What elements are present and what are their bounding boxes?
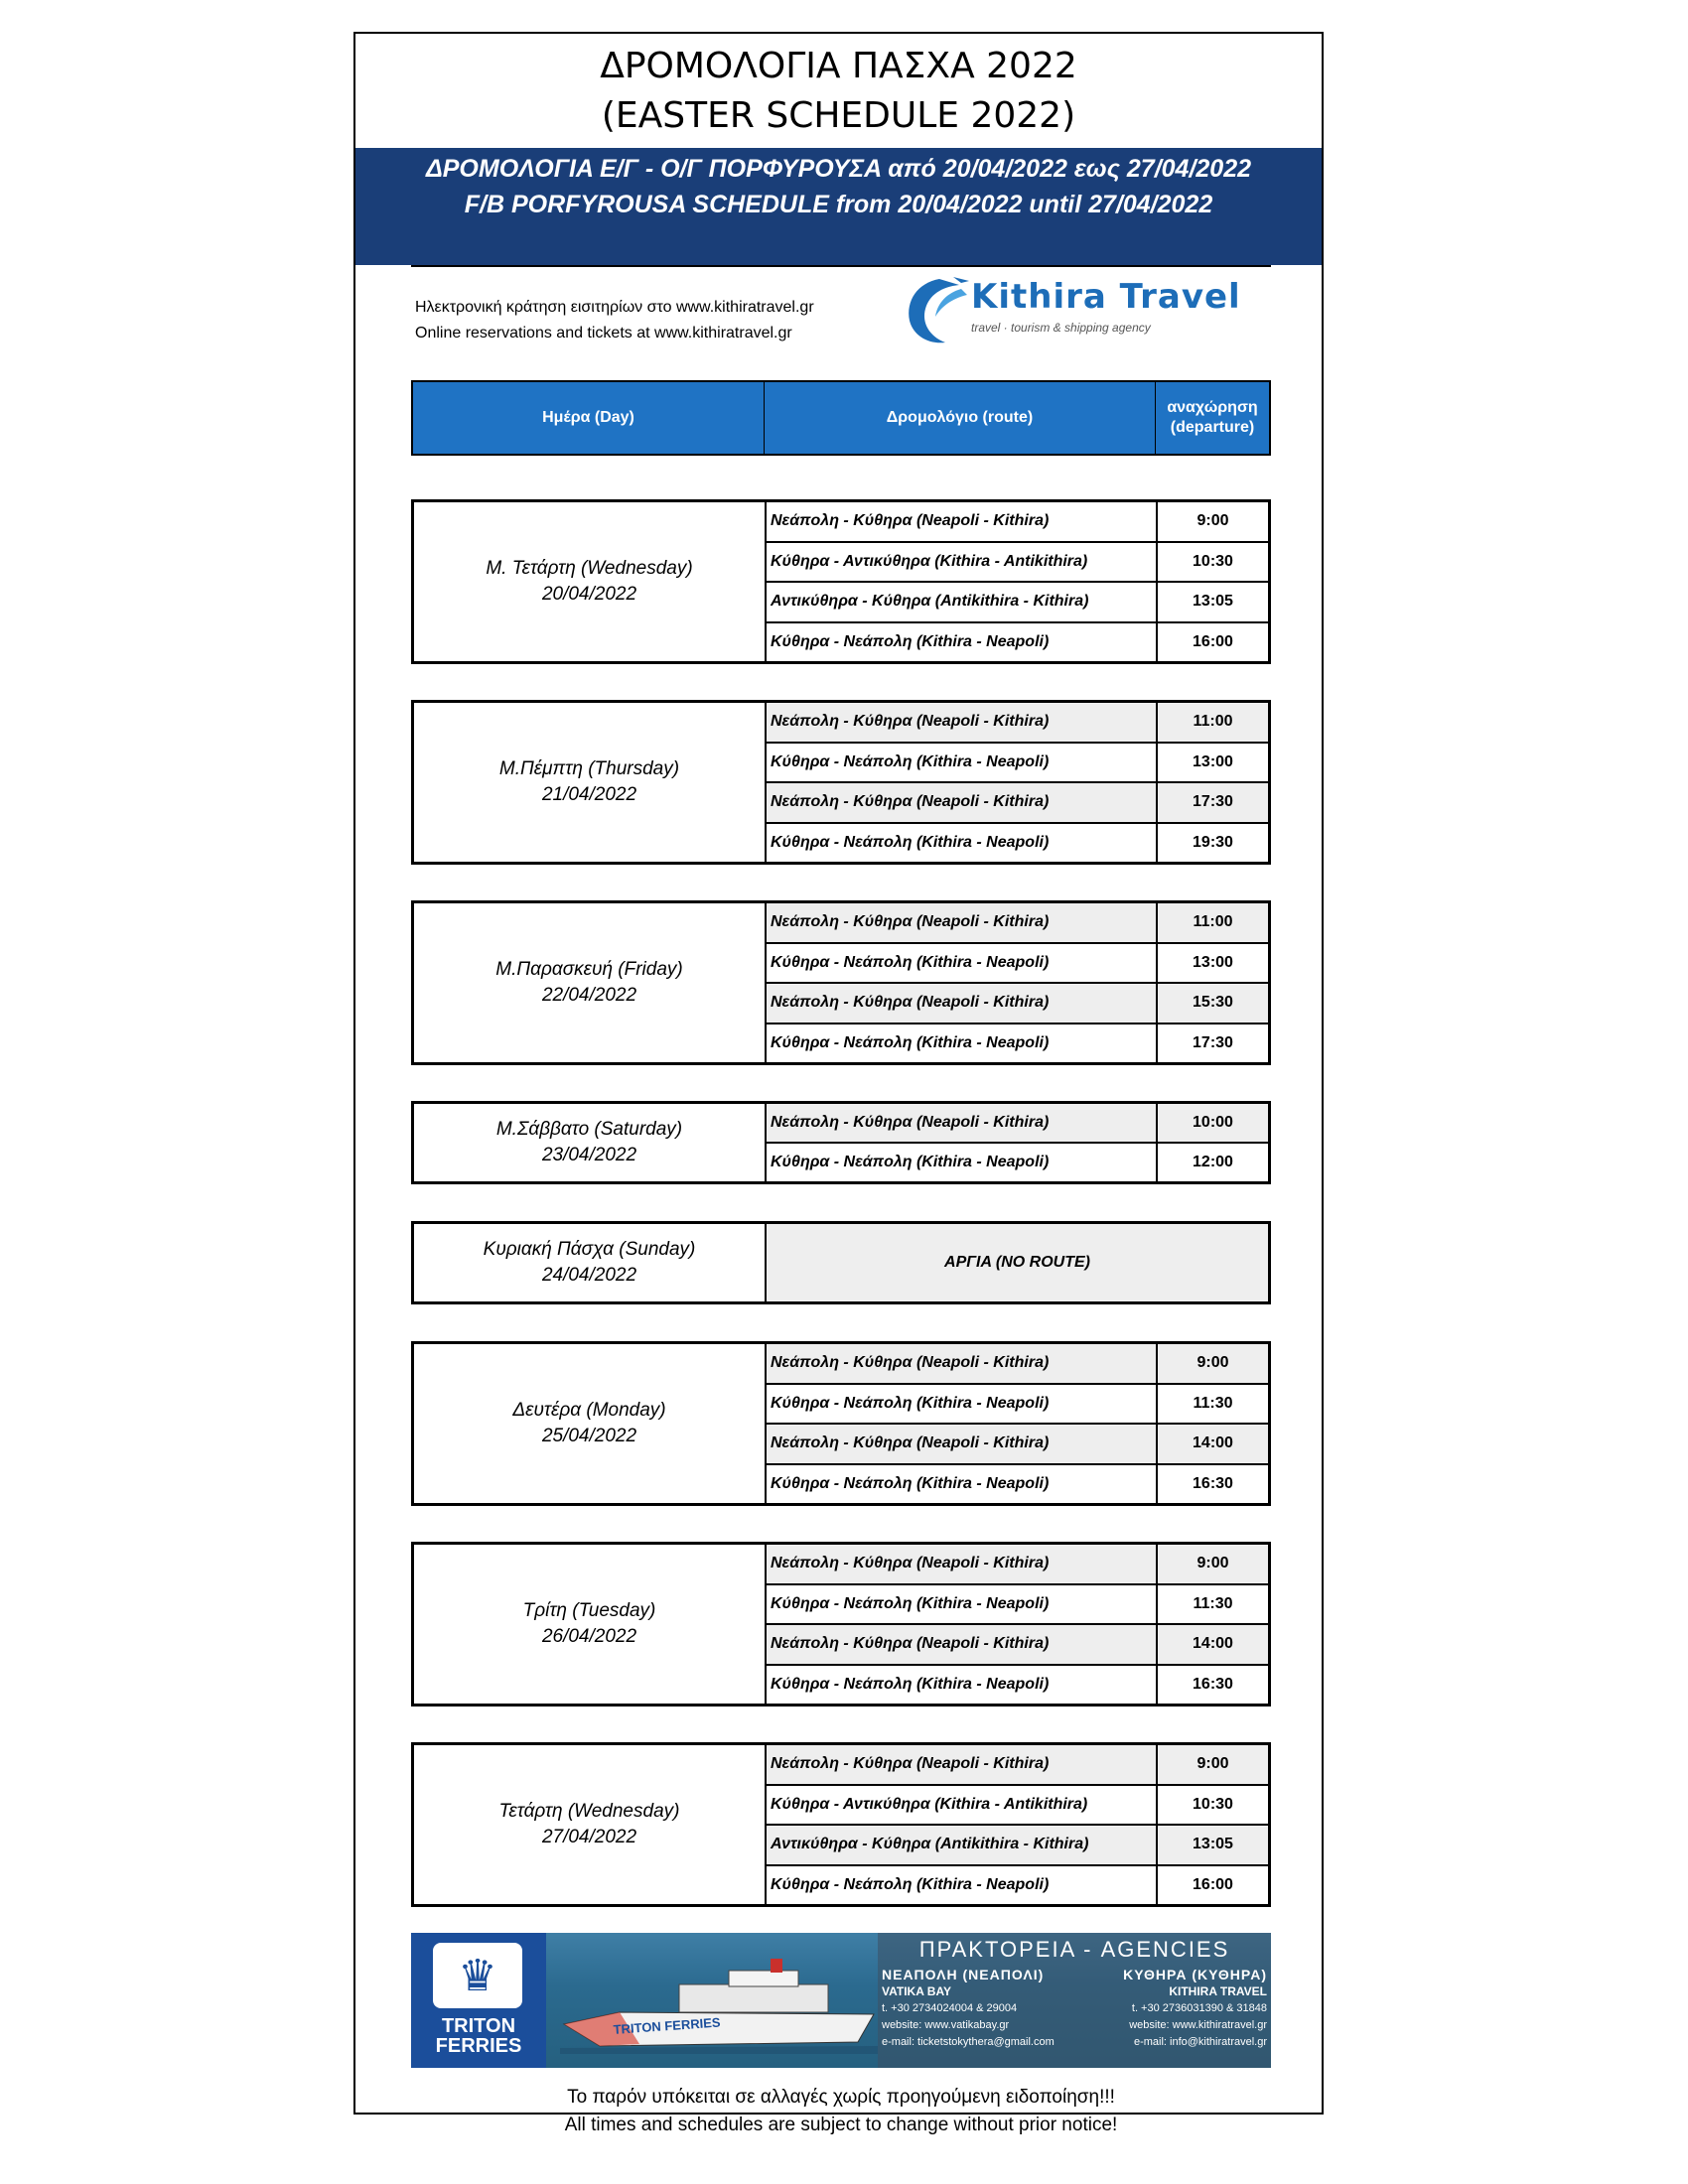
route-cell: Νεάπολη - Κύθηρα (Neapoli - Kithira) <box>767 1104 1158 1142</box>
day-name: Μ.Παρασκευή (Friday) <box>495 959 683 980</box>
departure-cell: 17:30 <box>1158 783 1268 822</box>
agency-website: website: www.vatikabay.gr <box>882 2019 1010 2031</box>
route-row <box>767 944 1268 985</box>
route-row <box>767 1786 1268 1827</box>
route-cell: Κύθηρα - Νεάπολη (Kithira - Neapoli) <box>767 1144 1158 1181</box>
departure-cell: 13:05 <box>1193 593 1233 611</box>
departure-cell: 9:00 <box>1158 1745 1268 1784</box>
departure-cell: 10:30 <box>1193 1795 1233 1813</box>
route-cell: Κύθηρα - Νεάπολη (Kithira - Neapoli) <box>767 944 1158 983</box>
route-cell: Αντικύθηρα - Κύθηρα (Antikithira - Kithira) <box>767 1826 1158 1864</box>
day-date: 21/04/2022 <box>541 784 637 805</box>
route-row <box>767 1104 1268 1144</box>
day-cell <box>414 1745 767 1904</box>
departure-cell: 14:00 <box>1158 1625 1268 1664</box>
no-route-cell: ΑΡΓΙΑ (NO ROUTE) <box>767 1224 1268 1301</box>
day-group <box>411 499 1271 664</box>
departure-cell: 15:30 <box>1158 984 1268 1023</box>
route-row <box>767 1465 1268 1504</box>
schedule-document <box>353 32 1324 2135</box>
departure-cell: 9:00 <box>1158 1344 1268 1383</box>
route-row <box>767 583 1268 623</box>
title-english: (EASTER SCHEDULE 2022) <box>601 95 1076 136</box>
departure-cell: 19:30 <box>1193 833 1233 851</box>
triton-brand-line2: FERRIES <box>435 2035 522 2057</box>
day-cell <box>414 903 767 1062</box>
route-cell: Νεάπολη - Κύθηρα (Neapoli - Kithira) <box>767 903 1158 942</box>
day-group <box>411 1221 1271 1304</box>
route-row <box>767 1866 1268 1905</box>
day-date: 24/04/2022 <box>541 1265 637 1286</box>
divider <box>411 265 1271 267</box>
header-departure <box>1156 382 1269 454</box>
triton-brand-line1: TRITON <box>441 2015 516 2037</box>
header-departure-greek: αναχώρηση <box>1167 399 1258 416</box>
route-row <box>767 984 1268 1024</box>
day-group <box>411 1742 1271 1907</box>
day-group <box>411 1341 1271 1506</box>
route-cell: Κύθηρα - Αντικύθηρα (Kithira - Antikithira) <box>767 543 1158 582</box>
departure-cell: 11:30 <box>1193 1394 1233 1412</box>
schedule-banner <box>355 148 1322 265</box>
departure-cell: 10:30 <box>1193 552 1233 570</box>
agency-neapoli <box>882 1967 1055 2051</box>
day-name: Τετάρτη (Wednesday) <box>498 1801 680 1822</box>
route-cell: Νεάπολη - Κύθηρα (Neapoli - Kithira) <box>767 1745 1158 1784</box>
departure-cell: 12:00 <box>1193 1154 1233 1170</box>
route-cell: Κύθηρα - Νεάπολη (Kithira - Neapoli) <box>767 1024 1158 1063</box>
route-cell: Κύθηρα - Νεάπολη (Kithira - Neapoli) <box>767 623 1158 662</box>
agency-phone: t. +30 2736031390 & 31848 <box>1131 2002 1267 2014</box>
route-row <box>767 502 1268 543</box>
banner-english: F/B PORFYROUSA SCHEDULE from 20/04/2022 until 27/04/2022 <box>464 191 1213 218</box>
route-cell: Αντικύθηρα - Κύθηρα (Antikithira - Kithira) <box>767 583 1158 621</box>
route-cell: Νεάπολη - Κύθηρα (Neapoli - Kithira) <box>767 502 1158 541</box>
route-row <box>767 1024 1268 1063</box>
disclaimer-english: All times and schedules are subject to change without prior notice! <box>564 2115 1118 2135</box>
logo-name: Kithira Travel <box>971 277 1241 317</box>
online-booking-note <box>415 295 814 346</box>
departure-cell: 17:30 <box>1193 1033 1233 1051</box>
triton-ferries-logo <box>411 1933 546 2068</box>
departure-cell: 13:05 <box>1158 1826 1268 1864</box>
route-cell: Κύθηρα - Νεάπολη (Kithira - Neapoli) <box>767 824 1158 863</box>
day-date: 23/04/2022 <box>541 1145 637 1165</box>
header-day: Ημέρα (Day) <box>413 382 765 454</box>
route-cell: Κύθηρα - Νεάπολη (Kithira - Neapoli) <box>767 1585 1158 1624</box>
agency-name: VATIKA BAY <box>882 1984 952 1998</box>
disclaimer-greek: Το παρόν υπόκειται σε αλλαγές χωρίς προηγούμενη ειδοποίηση!!! <box>567 2087 1115 2108</box>
day-group <box>411 1542 1271 1706</box>
route-row <box>767 1666 1268 1705</box>
agency-name: KITHIRA TRAVEL <box>1169 1984 1267 1998</box>
day-name: Κυριακή Πάσχα (Sunday) <box>483 1239 696 1260</box>
departure-cell: 16:00 <box>1193 632 1233 650</box>
route-row <box>767 1585 1268 1626</box>
agency-place: ΝΕΑΠΟΛΗ (ΝΕΑΠΟΛΙ) <box>882 1967 1045 1982</box>
day-name: Μ.Σάββατο (Saturday) <box>495 1119 683 1140</box>
agencies-banner <box>411 1933 1271 2068</box>
route-row <box>767 543 1268 584</box>
route-row <box>767 623 1268 662</box>
day-date: 25/04/2022 <box>541 1426 637 1446</box>
route-row <box>767 1425 1268 1465</box>
day-cell <box>414 502 767 661</box>
departure-cell: 13:00 <box>1193 752 1233 770</box>
route-row <box>767 783 1268 824</box>
day-cell <box>414 703 767 862</box>
departure-cell: 16:00 <box>1193 1875 1233 1893</box>
route-row <box>767 1745 1268 1786</box>
day-name: Μ.Πέμπτη (Thursday) <box>498 758 680 779</box>
crown-icon: ♛ <box>433 1943 522 2008</box>
route-cell: Νεάπολη - Κύθηρα (Neapoli - Kithira) <box>767 1344 1158 1383</box>
route-cell: Κύθηρα - Νεάπολη (Kithira - Neapoli) <box>767 744 1158 782</box>
departure-cell: 11:00 <box>1158 903 1268 942</box>
route-cell: Νεάπολη - Κύθηρα (Neapoli - Kithira) <box>767 1425 1158 1463</box>
departure-cell: 11:30 <box>1193 1594 1233 1612</box>
departure-cell: 16:30 <box>1193 1474 1233 1492</box>
agency-kythira <box>1123 1967 1267 2051</box>
day-cell <box>414 1224 767 1301</box>
agency-website: website: www.kithiratravel.gr <box>1129 2019 1267 2031</box>
ship-label <box>610 2014 749 2044</box>
day-name: Μ. Τετάρτη (Wednesday) <box>486 558 693 579</box>
day-group <box>411 1101 1271 1184</box>
route-cell: Κύθηρα - Αντικύθηρα (Kithira - Antikithira) <box>767 1786 1158 1825</box>
route-cell: Νεάπολη - Κύθηρα (Neapoli - Kithira) <box>767 984 1158 1023</box>
title-block <box>355 34 1322 148</box>
departure-cell: 13:00 <box>1193 953 1233 971</box>
departure-cell: 14:00 <box>1158 1425 1268 1463</box>
day-cell <box>414 1344 767 1503</box>
route-row <box>767 903 1268 944</box>
route-cell: Νεάπολη - Κύθηρα (Neapoli - Kithira) <box>767 783 1158 822</box>
route-row <box>767 1545 1268 1585</box>
route-cell: Κύθηρα - Νεάπολη (Kithira - Neapoli) <box>767 1465 1158 1504</box>
route-row <box>767 744 1268 784</box>
departure-cell: 10:00 <box>1158 1104 1268 1142</box>
route-row <box>767 1344 1268 1385</box>
day-name: Τρίτη (Tuesday) <box>522 1600 656 1621</box>
agencies-title: ΠΡΑΚΤΟΡΕΙΑ - AGENCIES <box>918 1937 1230 1962</box>
route-cell: Κύθηρα - Νεάπολη (Kithira - Neapoli) <box>767 1866 1158 1905</box>
day-cell <box>414 1104 767 1181</box>
online-note-greek: Ηλεκτρονική κράτηση εισιτηρίων στο www.kithiratravel.gr <box>415 299 814 316</box>
day-date: 26/04/2022 <box>541 1626 637 1647</box>
day-date: 20/04/2022 <box>541 584 637 605</box>
triton-brand <box>411 2016 546 2056</box>
day-name: Δευτέρα (Monday) <box>512 1400 666 1421</box>
route-cell: Κύθηρα - Νεάπολη (Kithira - Neapoli) <box>767 1385 1158 1424</box>
day-date: 27/04/2022 <box>541 1827 637 1847</box>
agency-email: e-mail: ticketstokythera@gmail.com <box>882 2036 1055 2048</box>
title-greek: ΔΡΟΜΟΛΟΓΙΑ ΠΑΣΧΑ 2022 <box>600 46 1077 86</box>
day-date: 22/04/2022 <box>541 985 637 1006</box>
route-cell: Νεάπολη - Κύθηρα (Neapoli - Kithira) <box>767 1625 1158 1664</box>
route-cell: Κύθηρα - Νεάπολη (Kithira - Neapoli) <box>767 1666 1158 1705</box>
header-departure-english: (departure) <box>1170 419 1255 436</box>
logo-tagline: travel · tourism & shipping agency <box>971 321 1151 335</box>
departure-cell: 9:00 <box>1158 1545 1268 1583</box>
route-cell: Νεάπολη - Κύθηρα (Neapoli - Kithira) <box>767 703 1158 742</box>
agency-email: e-mail: info@kithiratravel.gr <box>1133 2036 1267 2048</box>
route-row <box>767 703 1268 744</box>
ship-label-text: TRITON FERRIES <box>613 2014 722 2037</box>
day-group <box>411 700 1271 865</box>
route-row <box>767 1385 1268 1426</box>
day-group <box>411 900 1271 1065</box>
departure-cell: 11:00 <box>1158 703 1268 742</box>
agencies-panel <box>878 1933 1271 2068</box>
disclaimer <box>411 2084 1271 2139</box>
swoosh-icon <box>904 275 973 346</box>
route-row <box>767 1625 1268 1666</box>
agency-phone: t. +30 2734024004 & 29004 <box>882 2002 1018 2014</box>
banner-greek: ΔΡΟΜΟΛΟΓΙΑ Ε/Γ - Ο/Γ ΠΟΡΦΥΡΟΥΣΑ από 20/04/2022 εως 27/04/2022 <box>425 155 1252 183</box>
route-row <box>767 824 1268 863</box>
table-header <box>411 380 1271 456</box>
online-note-english: Online reservations and tickets at www.kithiratravel.gr <box>415 325 792 341</box>
route-row <box>767 1144 1268 1181</box>
departure-cell: 9:00 <box>1196 512 1229 530</box>
header-route: Δρομολόγιο (route) <box>765 382 1156 454</box>
agency-place: ΚΥΘΗΡΑ (ΚΥΘΗΡΑ) <box>1123 1967 1267 1982</box>
departure-cell: 16:30 <box>1193 1675 1233 1693</box>
route-cell: Νεάπολη - Κύθηρα (Neapoli - Kithira) <box>767 1545 1158 1583</box>
route-row <box>767 1826 1268 1866</box>
day-cell <box>414 1545 767 1704</box>
kithira-travel-logo <box>904 271 1273 352</box>
